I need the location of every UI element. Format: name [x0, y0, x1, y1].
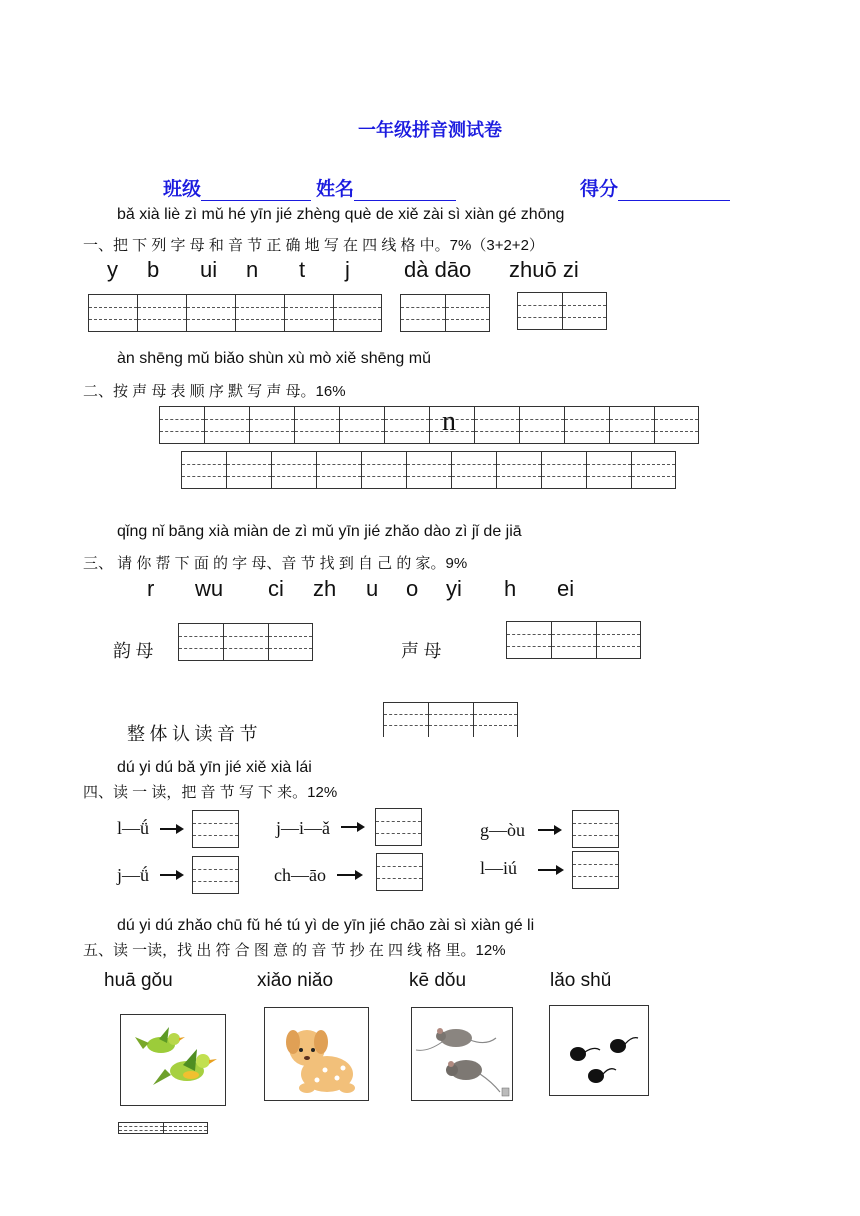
- arrow-icon: [160, 874, 182, 876]
- answer-box[interactable]: [375, 808, 422, 846]
- yunmu-label: 韵 母: [113, 641, 154, 661]
- mice-picture: [411, 1007, 513, 1101]
- s1-item: ui: [200, 257, 218, 282]
- picture-word: lǎo shǔ: [550, 970, 612, 991]
- picture-word: kē dǒu: [409, 970, 467, 991]
- answer-box[interactable]: [572, 851, 619, 889]
- score-blank[interactable]: [618, 180, 730, 201]
- s4-question: 四、读 一 读，把 音 节 写 下 来。12%: [83, 784, 338, 801]
- s1-item: zhuō zi: [509, 257, 579, 282]
- birds-picture: [120, 1014, 226, 1106]
- s4-syllable: ch—āo: [274, 865, 326, 885]
- s3-item: r: [147, 576, 155, 601]
- four-line-grid[interactable]: [517, 292, 607, 330]
- score-label: 得分: [580, 179, 619, 200]
- s5-pinyin: dú yi dú zhǎo chū fǔ hé tú yì de yīn jié chāo zài sì xiàn gé li: [117, 917, 535, 934]
- picture-word: xiǎo niǎo: [257, 970, 334, 991]
- arrow-icon: [337, 874, 361, 876]
- s1-item: j: [345, 257, 350, 282]
- s3-item: u: [366, 576, 379, 601]
- dog-picture: [264, 1007, 369, 1101]
- s1-item: dà dāo: [404, 257, 472, 282]
- answer-box[interactable]: [376, 853, 423, 891]
- s1-pinyin: bǎ xià liè zì mǔ hé yīn jié zhèng què de xiě zài sì xiàn gé zhōng: [117, 206, 565, 223]
- four-line-grid[interactable]: [383, 702, 518, 737]
- picture-word: huā gǒu: [104, 970, 173, 991]
- s1-item: b: [147, 257, 160, 282]
- name-blank[interactable]: [354, 180, 456, 201]
- class-label: 班级: [163, 179, 202, 200]
- four-line-grid[interactable]: [88, 294, 382, 332]
- class-blank[interactable]: [201, 180, 311, 201]
- s4-syllable: j—ǘ: [117, 865, 150, 885]
- arrow-icon: [538, 829, 560, 831]
- s5-question: 五、读 一读，找 出 符 合 图 意 的 音 节 抄 在 四 线 格 里。12%: [83, 942, 506, 959]
- arrow-icon: [538, 869, 562, 871]
- four-line-grid[interactable]: [178, 623, 313, 661]
- s1-question: 一、把 下 列 字 母 和 音 节 正 确 地 写 在 四 线 格 中。7%（3+2+2）: [83, 237, 544, 254]
- s4-pinyin: dú yi dú bǎ yīn jié xiě xià lái: [117, 759, 312, 776]
- s1-item: n: [246, 257, 259, 282]
- s4-syllable: l—iú: [480, 858, 518, 878]
- s3-question: 三、 请 你 帮 下 面 的 字 母、音 节 找 到 自 己 的 家。9%: [83, 555, 468, 572]
- four-line-grid[interactable]: [159, 406, 699, 444]
- given-letter: n: [442, 406, 456, 437]
- s3-item: yi: [446, 576, 462, 601]
- answer-box[interactable]: [192, 856, 239, 894]
- tadpoles-picture: [549, 1005, 649, 1096]
- zhengti-label: 整 体 认 读 音 节: [127, 724, 258, 744]
- name-label: 姓名: [316, 179, 355, 200]
- shengmu-label: 声 母: [401, 641, 442, 661]
- s4-syllable: g—òu: [480, 820, 525, 840]
- s3-item: h: [504, 576, 517, 601]
- s3-item: o: [406, 576, 419, 601]
- s3-item: ci: [268, 576, 284, 601]
- arrow-icon: [341, 826, 363, 828]
- page-title: 一年级拼音测试卷: [358, 120, 502, 140]
- answer-box[interactable]: [572, 810, 619, 848]
- s3-item: zh: [313, 576, 337, 601]
- s4-syllable: l—ǘ: [117, 818, 150, 838]
- s2-question: 二、按 声 母 表 顺 序 默 写 声 母。16%: [83, 383, 346, 400]
- name-field: [316, 174, 456, 201]
- score-field: [580, 174, 730, 201]
- four-line-grid[interactable]: [400, 294, 490, 332]
- s3-pinyin: qǐng nǐ bāng xià miàn de zì mǔ yīn jié zhǎo dào zì jǐ de jiā: [117, 523, 522, 540]
- s2-pinyin: àn shēng mǔ biǎo shùn xù mò xiě shēng mǔ: [117, 350, 431, 367]
- s1-item: t: [299, 257, 306, 282]
- arrow-icon: [160, 828, 182, 830]
- s3-item: ei: [557, 576, 575, 601]
- class-field: [163, 174, 311, 201]
- four-line-grid[interactable]: [118, 1122, 208, 1134]
- s4-syllable: j—i—ǎ: [276, 818, 330, 838]
- s3-item: wu: [195, 576, 224, 601]
- four-line-grid[interactable]: [506, 621, 641, 659]
- answer-box[interactable]: [192, 810, 239, 848]
- four-line-grid[interactable]: [181, 451, 676, 489]
- s1-item: y: [107, 257, 118, 282]
